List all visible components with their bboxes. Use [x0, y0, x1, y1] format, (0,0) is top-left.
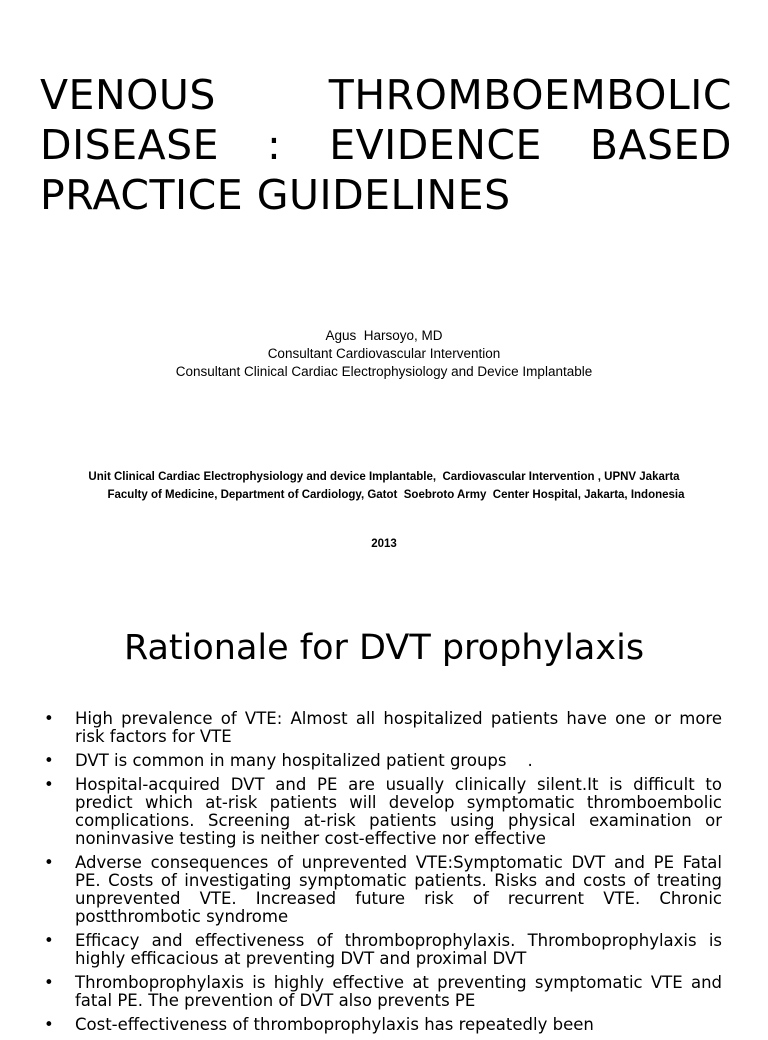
affiliation-block — [0, 468, 768, 504]
title-word: : — [266, 121, 282, 169]
author-role: Consultant Clinical Cardiac Electrophysiology and Device Implantable — [175, 364, 593, 379]
title-word: VENOUS — [40, 71, 216, 119]
author-role: Consultant Cardiovascular Intervention — [267, 346, 501, 361]
bullet-dot: • — [44, 709, 54, 728]
bullet-text: Adverse consequences of unprevented VTE:Symptomatic DVT and PE Fatal PE. Costs of investigating symptomatic patients. Risks and costs of treating unprevented VTE. Increased future risk of recurrent VTE. Chronic postthrombotic syndrome — [75, 853, 728, 926]
title-line-3 — [40, 168, 732, 222]
bullet-item — [44, 775, 728, 848]
bullet-text: Efficacy and effectiveness of thromboprophylaxis. Thromboprophylaxis is highly efficacious at preventing DVT and proximal DVT — [75, 931, 728, 968]
author-name: Agus Harsoyo, MD — [325, 328, 443, 343]
affiliation-line: Unit Clinical Cardiac Electrophysiology and device Implantable, Cardiovascular Intervention , UPNV Jakarta — [88, 471, 680, 483]
bullet-dot: • — [44, 751, 54, 770]
bullet-text: DVT is common in many hospitalized patient groups . — [75, 751, 533, 770]
title-line-2 — [40, 118, 732, 172]
bullet-dot: • — [44, 931, 54, 950]
bullet-item — [44, 853, 728, 926]
bullet-item — [44, 1016, 722, 1034]
bullet-item — [44, 973, 728, 1010]
affiliation-line: Faculty of Medicine, Department of Cardiology, Gatot Soebroto Army Center Hospital, Jakarta, Indonesia — [107, 489, 685, 501]
title-word: PRACTICE GUIDELINES — [40, 171, 511, 219]
bullet-dot: • — [44, 853, 54, 872]
title-word: EVIDENCE — [329, 121, 542, 169]
title-word: BASED — [589, 121, 732, 169]
bullet-text: High prevalence of VTE: Almost all hospitalized patients have one or more risk factors for VTE — [75, 709, 728, 746]
bullet-text: Cost-effectiveness of thromboprophylaxis has repeatedly been — [75, 1015, 594, 1034]
author-block — [0, 327, 768, 381]
year: 2013 — [371, 538, 397, 550]
title-word: THROMBOEMBOLIC — [328, 71, 732, 119]
title-word: DISEASE — [40, 121, 220, 169]
bullet-dot: • — [44, 775, 54, 794]
bullet-list — [44, 709, 728, 1040]
bullet-dot: • — [44, 1015, 54, 1034]
bullet-item — [44, 931, 728, 968]
bullet-dot: • — [44, 973, 54, 992]
slide-title: Rationale for DVT prophylaxis — [123, 628, 645, 668]
bullet-text: Thromboprophylaxis is highly effective at preventing symptomatic VTE and fatal PE. The prevention of DVT also prevents PE — [75, 973, 728, 1010]
bullet-item — [44, 752, 722, 770]
title-line-1 — [40, 68, 732, 122]
bullet-text: Hospital-acquired DVT and PE are usually clinically silent.It is difficult to predict which at-risk patients will develop symptomatic thromboembolic complications. Screening at-risk patients using physical examination or noninvasive testing is neither cost-effective nor effective — [75, 775, 728, 848]
bullet-item — [44, 709, 728, 746]
